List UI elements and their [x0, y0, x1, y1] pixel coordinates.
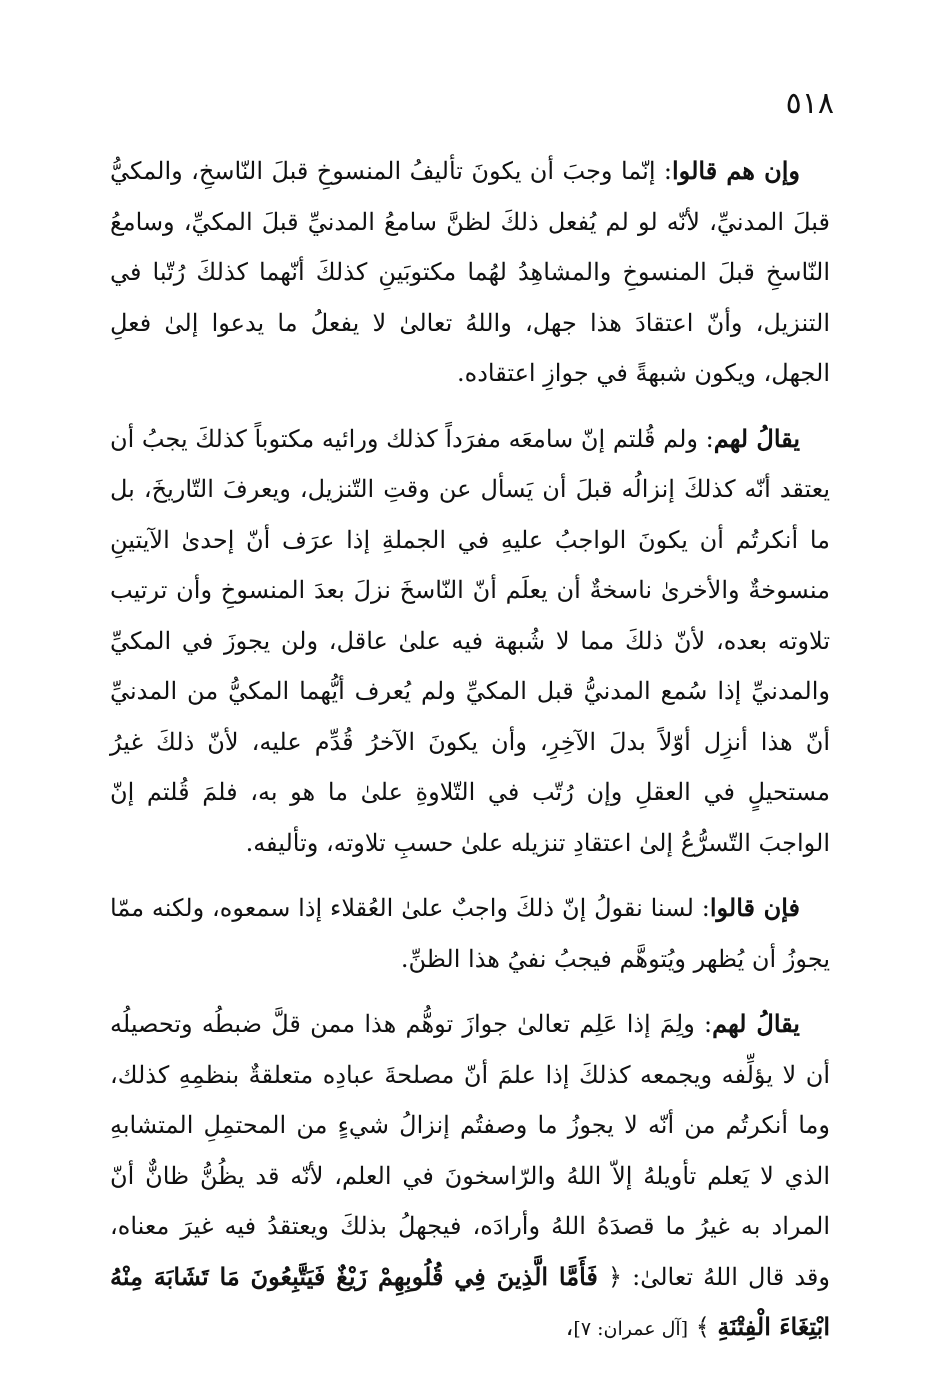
paragraph-3	[110, 883, 830, 984]
paragraph-text: : ولم قُلتم إنّ سامعَه مفرَداً كذلك ورائيه مكتوباً كذلكَ يجبُ أن يعتقد أنّه كذلكَ إنزالُه قبلَ أن يَسأل عن وقتِ التّنزيل، ويعرفَ التّاريخَ، بل ما أنكرتُم أن يكونَ الواجبُ عليهِ في الجملةِ إذا عرَف أنّ إحدىٰ الآيتينِ منسوخةٌ والأخرىٰ ناسخةٌ أن يعلَم أنّ النّاسخَ نزلَ بعدَ المنسوخِ وأن ترتيب تلاوته بعده، لأنّ ذلكَ مما لا شُبهة فيه علىٰ عاقل، ولن يجوزَ في المكيِّ والمدنيِّ إذا سُمع المدنيُّ قبل المكيِّ ولم يُعرف أيُّهما المكيُّ من المدنيِّ أنّ هذا أنزِل أوّلاً بدلَ الآخِرِ، وأن يكونَ الآخرُ قُدِّم عليه، لأنّ ذلكَ غيرُ مستحيلٍ في العقلِ وإن رُتّب في التّلاوةِ علىٰ ما هو به، فلمَ قُلتم إنّ الواجبَ التّسرُّعُ إلىٰ اعتقادِ تنزيله علىٰ حسبِ تلاوته، وتأليفه.	[110, 424, 830, 857]
speaker-label: يقالُ لهم	[712, 1009, 800, 1038]
verse-reference: [آل عمران: ٧]	[573, 1318, 689, 1340]
ayah-open-bracket: ﴿	[607, 1262, 623, 1291]
paragraph-2	[110, 414, 830, 869]
paragraph-text: : ولِمَ إذا عَلِم تعالىٰ جوازَ توهُّم هذا ممن قلَّ ضبطُه وتحصيلُه أن لا يؤلِّفه ويجمعه كذلكَ إذا علمَ أنّ مصلحةَ عبادِه متعلقةٌ بنظمِهِ كذلك، وما أنكرتُم من أنّه لا يجوزُ ما وصفتُم إنزالُ شيءٍ من المحتمِلِ المتشابهِ الذي لا يَعلم تأويلهُ إلاّ اللهُ والرّاسخونَ في العلم، لأنّه قد يظُنُّ ظانٌّ أنّ المراد به غيرُ ما قصدَهُ اللهُ وأرادَه، فيجهلُ بذلكَ ويعتقدُ فيه غيرَ معناه، وقد قال اللهُ تعالىٰ:	[110, 1010, 831, 1291]
speaker-label: وإن هم قالوا	[672, 156, 800, 185]
paragraph-text: : لسنا نقولُ إنّ ذلكَ واجبٌ علىٰ العُقلاء إذا سمعوه، ولكنه ممّا يجوزُ أن يُظهر ويُتوهَّم فيجبُ نفيُ هذا الظنِّ.	[110, 894, 830, 973]
speaker-label: يقالُ لهم	[713, 423, 800, 453]
paragraph-text: : إنّما وجبَ أن يكونَ تأليفُ المنسوخِ قبلَ النّاسخِ، والمكيُّ قبلَ المدنيِّ، لأنّه لو لم يُفعل ذلكَ لظنَّ سامعُ المدنيِّ قبلَ المكيِّ، وسامعُ النّاسخِ قبلَ المنسوخِ والمشاهِدُ لهُما مكتوبَينِ كذلكَ أنّهما كذلكَ رُتّبا في التنزيل، وأنّ اعتقادَ هذا جهل، واللهُ تعالىٰ لا يفعلُ ما يدعوا إلىٰ فعلِ الجهل، ويكون شبهةً في جوازِ اعتقاده.	[110, 157, 830, 387]
paragraph-tail: ،	[565, 1313, 574, 1341]
ayah-close-bracket: ﴾	[695, 1313, 710, 1341]
quran-verse: فَأَمَّا الَّذِينَ فِي قُلُوبِهِمْ زَيْغٌ فَيَتَّبِعُونَ مَا تَشَابَهَ مِنْهُ ابْتِغَاءَ الْفِتْنَةِ	[110, 1261, 830, 1341]
page-number: ٥١٨	[785, 86, 834, 121]
speaker-label: فإن قالوا	[709, 893, 800, 922]
main-text	[110, 146, 830, 1370]
paragraph-4	[110, 999, 830, 1355]
paragraph-1	[110, 146, 830, 399]
